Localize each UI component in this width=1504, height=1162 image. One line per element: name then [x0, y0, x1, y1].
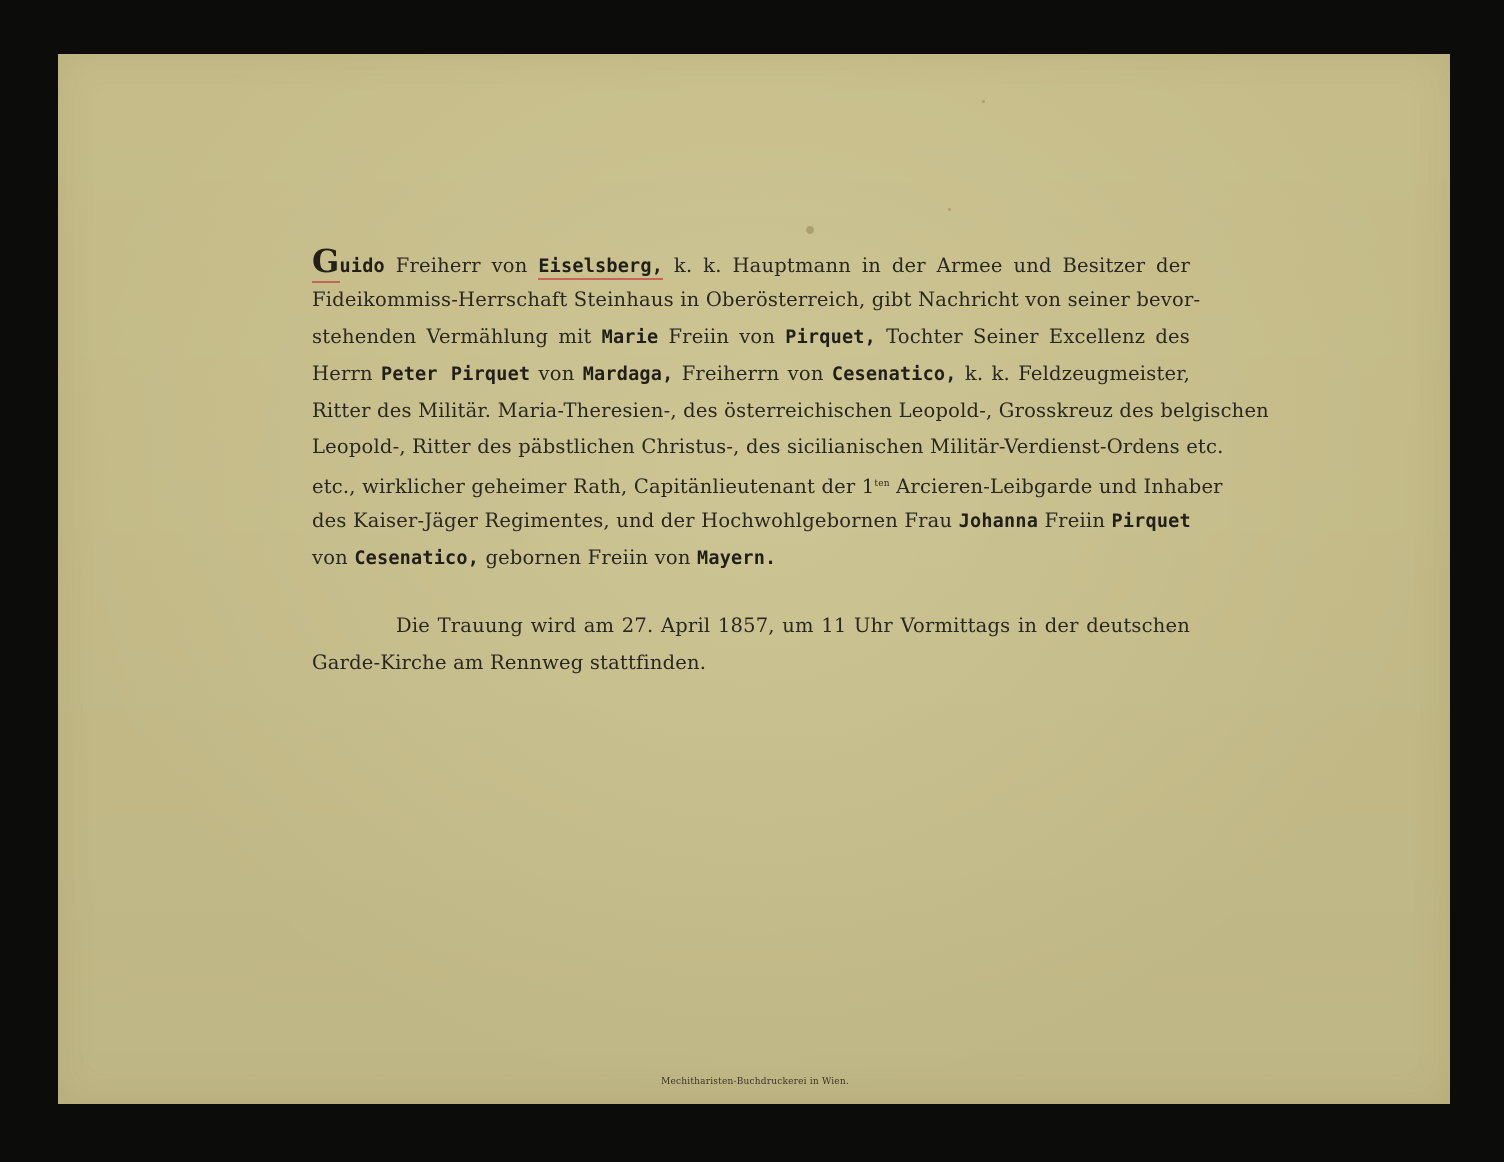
- text-span: Tochter Seiner Excellenz des: [886, 324, 1190, 348]
- name-peter-pirquet: Peter Pirquet: [381, 363, 531, 385]
- name-guido: uido: [339, 256, 385, 277]
- name-marie: Marie: [601, 326, 659, 348]
- text-span: stehenden Vermählung mit: [312, 324, 592, 348]
- text-line: Die Trauung wird am 27. April 1857, um 11 Uhr Vormittags in der deutschen: [396, 614, 1190, 638]
- text-span: Arcieren-Leibgarde und Inhaber: [896, 475, 1223, 499]
- name-johanna: Johanna: [958, 511, 1039, 533]
- name-pirquet: Pirquet: [1111, 511, 1191, 533]
- text-line: Leopold-, Ritter des päbstlichen Christus-, des sicilianischen Militär-Verdienst-Ordens etc.: [312, 435, 1224, 459]
- name-cesenatico: Cesenatico,: [831, 363, 957, 385]
- printer-imprint: Mechitharisten-Buchdruckerei in Wien.: [661, 1077, 849, 1087]
- text-span: gebornen Freiin von: [485, 546, 691, 570]
- name-mayern: Mayern.: [697, 548, 777, 570]
- text-span: Herrn: [312, 361, 373, 385]
- text-line: [312, 503, 1190, 540]
- name-mardaga: Mardaga,: [582, 363, 674, 385]
- text-line: [312, 540, 1190, 577]
- text-span: Freiherrn von: [681, 361, 824, 385]
- text-line: [312, 356, 1190, 393]
- text-line: [312, 319, 1190, 356]
- name-pirquet: Pirquet,: [785, 326, 876, 348]
- text-line: Fideikommiss-Herrschaft Steinhaus in Oberösterreich, gibt Nachricht von seiner bevor-: [312, 287, 1201, 311]
- paragraph-wedding-date: [312, 608, 1190, 682]
- text-span: k. k. Hauptmann in der Armee und Besitzer der: [673, 254, 1190, 277]
- text-line: Ritter des Militär. Maria-Theresien-, des österreichischen Leopold-, Grosskreuz des belgischen: [312, 398, 1269, 422]
- text-span: Freiin: [1044, 509, 1106, 533]
- announcement-text: [312, 242, 1269, 682]
- text-span: von: [312, 546, 348, 570]
- text-span: von: [538, 361, 575, 385]
- text-span: Freiherr von: [395, 254, 528, 277]
- text-line: [312, 242, 1190, 282]
- text-span: etc., wirklicher geheimer Rath, Capitänlieutenant der 1: [312, 475, 875, 499]
- paper-spot: [948, 208, 951, 211]
- paragraph-gap: [312, 577, 1190, 608]
- paper-spot: [982, 100, 985, 103]
- paper-spot: [806, 226, 814, 234]
- text-line: Garde-Kirche am Rennweg stattfinden.: [312, 650, 707, 674]
- text-span: des Kaiser-Jäger Regimentes, und der Hochwohlgebornen Frau: [312, 509, 953, 533]
- text-span: Freiin von: [668, 324, 776, 348]
- name-cesenatico: Cesenatico,: [354, 548, 480, 570]
- text-span: k. k. Feldzeugmeister,: [964, 361, 1191, 385]
- name-eiselsberg: Eiselsberg,: [538, 256, 663, 280]
- paragraph-announcement: [312, 242, 1269, 577]
- initial-letter: G: [312, 242, 340, 283]
- text-line: [312, 466, 1223, 503]
- ordinal-superscript: ten: [874, 479, 890, 490]
